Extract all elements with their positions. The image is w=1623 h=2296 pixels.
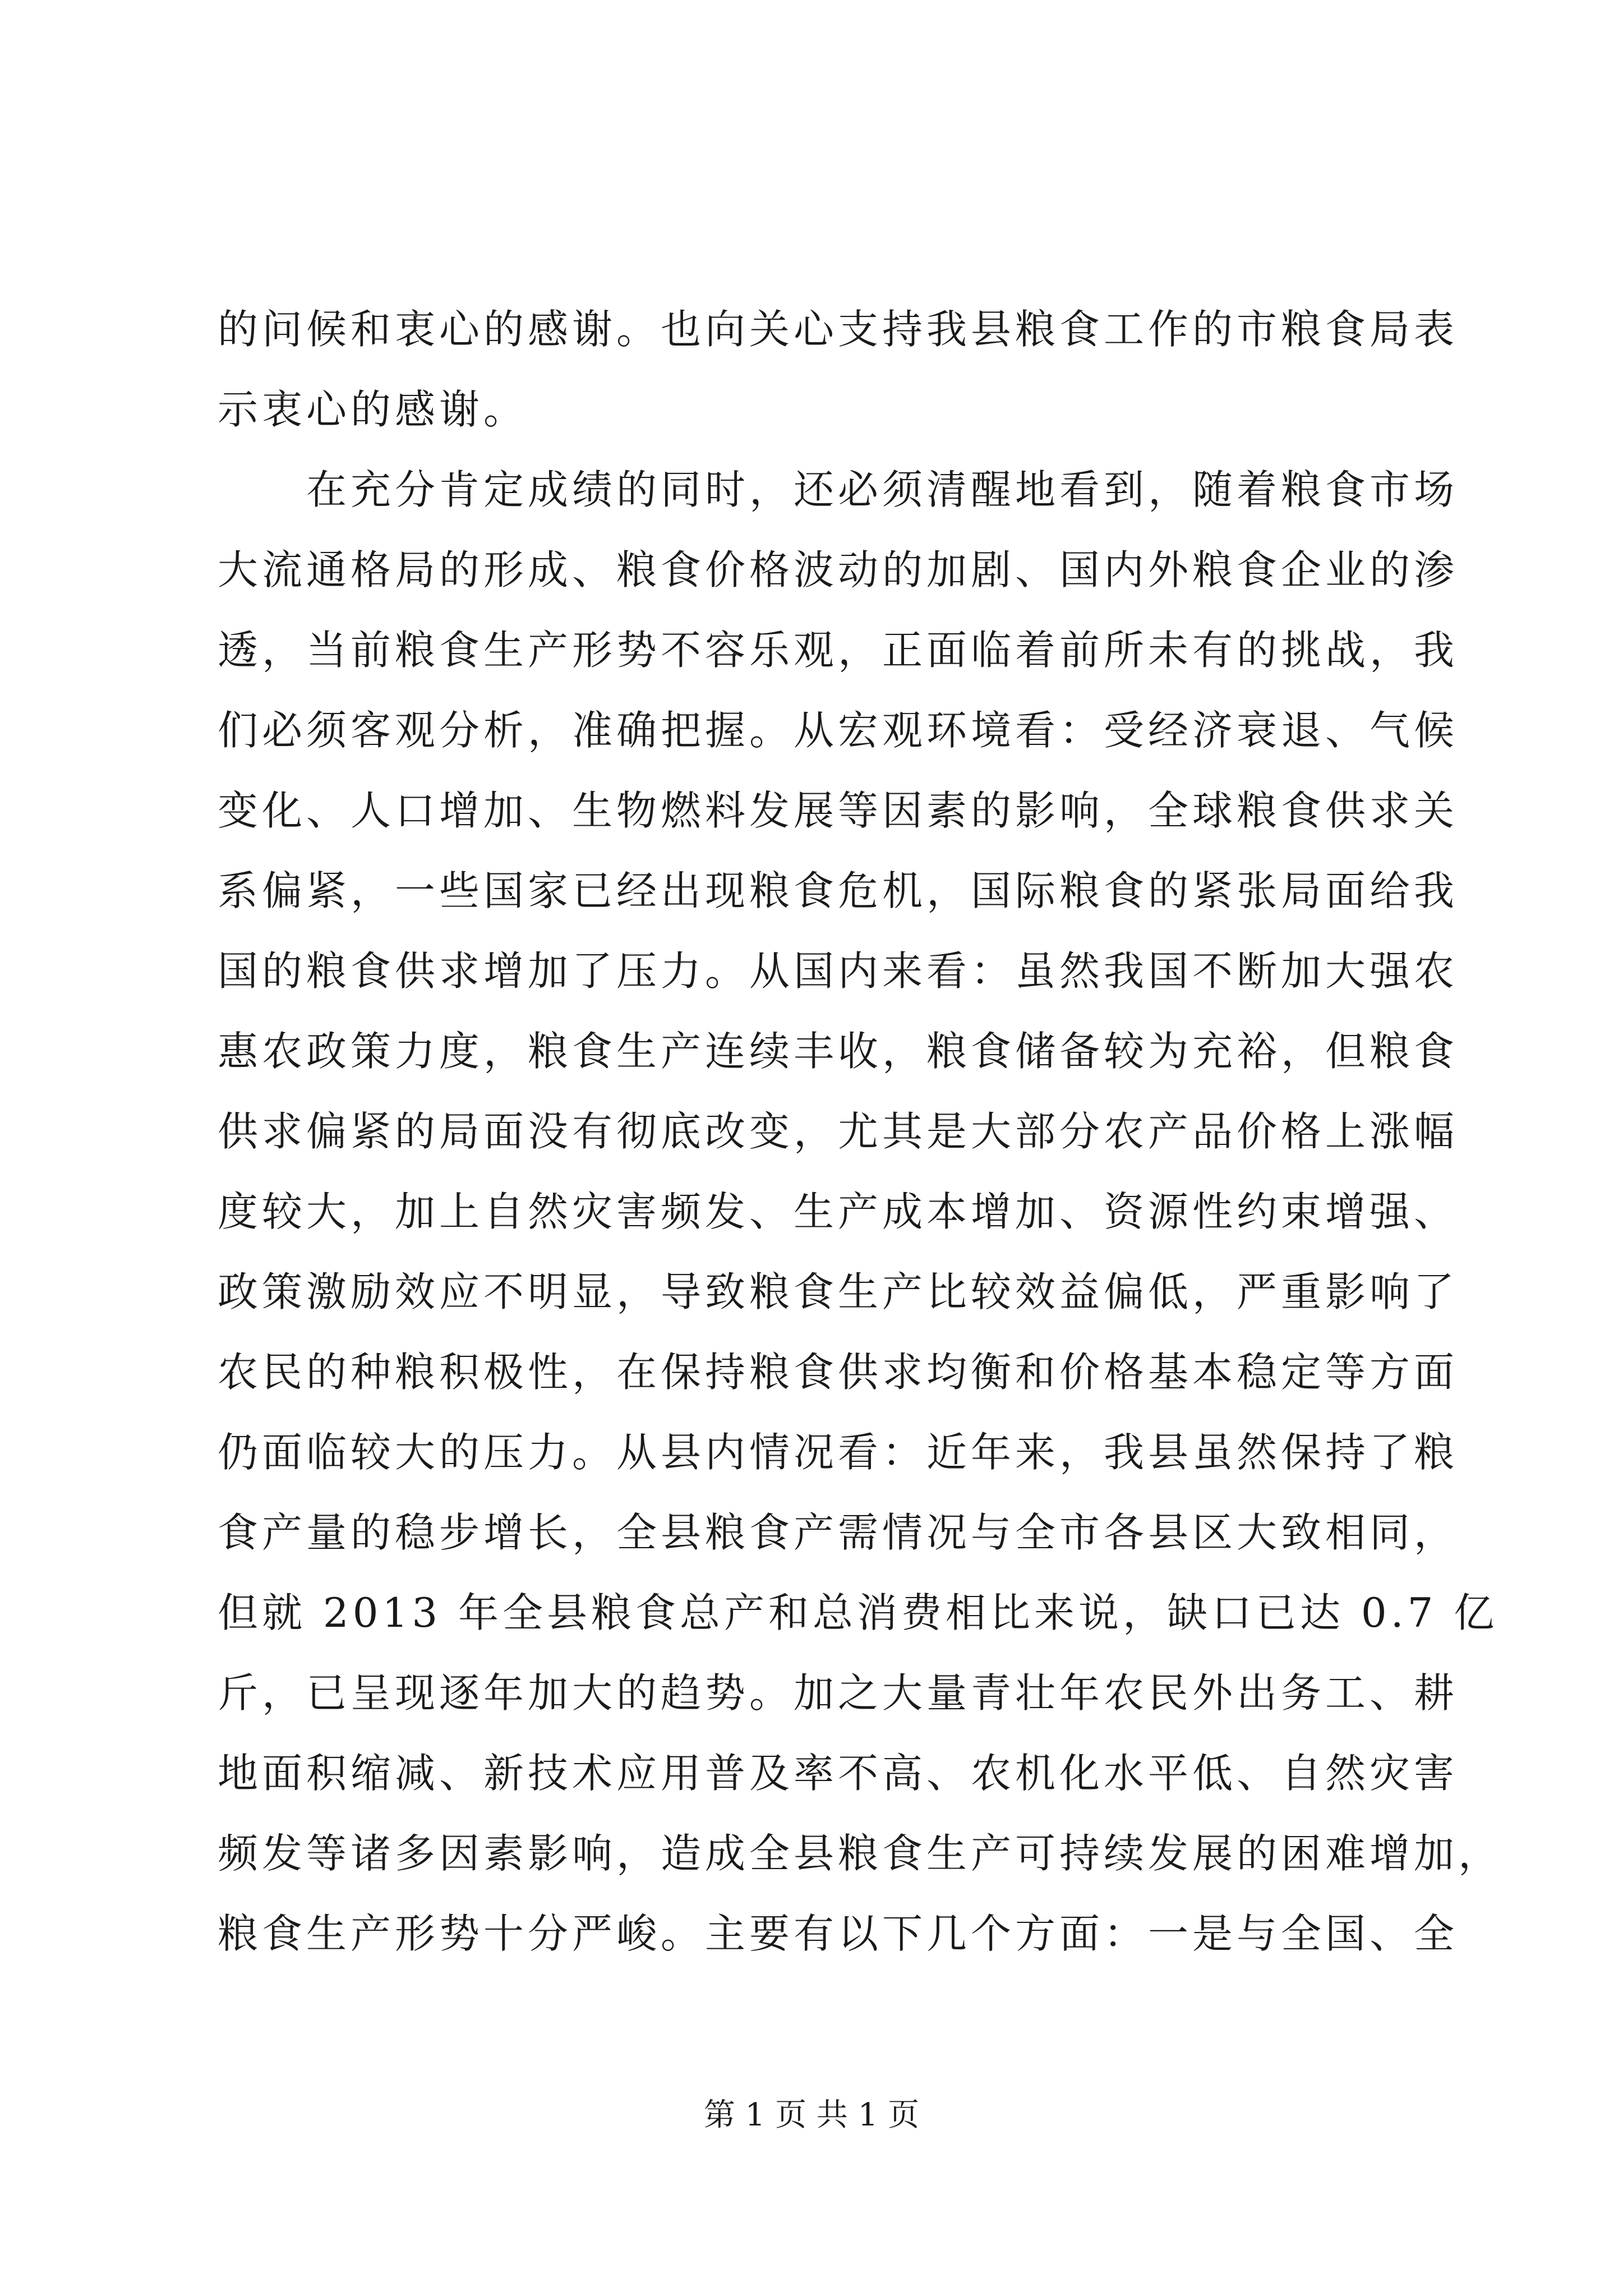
text-line: 农民的种粮积极性，在保持粮食供求均衡和价格基本稳定等方面 xyxy=(218,1349,1459,1396)
text-line: 供求偏紧的局面没有彻底改变，尤其是大部分农产品价格上涨幅 xyxy=(218,1108,1459,1155)
text-line: 仍面临较大的压力。从县内情况看：近年来，我县虽然保持了粮 xyxy=(218,1429,1459,1476)
text-line: 但就 2013 年全县粮食总产和总消费相比来说，缺口已达 0.7 亿 xyxy=(218,1589,1498,1636)
text-line: 粮食生产形势十分严峻。主要有以下几个方面：一是与全国、全 xyxy=(218,1910,1459,1957)
text-line: 的问候和衷心的感谢。也向关心支持我县粮食工作的市粮食局表 xyxy=(218,306,1459,353)
text-line: 在充分肯定成绩的同时，还必须清醒地看到，随着粮食市场 xyxy=(306,466,1459,513)
text-line: 大流通格局的形成、粮食价格波动的加剧、国内外粮食企业的渗 xyxy=(218,546,1459,593)
text-line: 变化、人口增加、生物燃料发展等因素的影响，全球粮食供求关 xyxy=(218,787,1459,834)
text-line: 透，当前粮食生产形势不容乐观，正面临着前所未有的挑战，我 xyxy=(218,627,1459,674)
text-line: 斤，已呈现逐年加大的趋势。加之大量青壮年农民外出务工、耕 xyxy=(218,1669,1459,1717)
text-line: 系偏紧，一些国家已经出现粮食危机，国际粮食的紧张局面给我 xyxy=(218,867,1459,914)
text-line: 频发等诸多因素影响，造成全县粮食生产可持续发展的困难增加， xyxy=(218,1830,1503,1877)
text-line: 地面积缩减、新技术应用普及率不高、农机化水平低、自然灾害 xyxy=(218,1750,1459,1797)
text-line: 食产量的稳步增长，全县粮食产需情况与全市各县区大致相同， xyxy=(218,1509,1459,1556)
text-line: 政策激励效应不明显，导致粮食生产比较效益偏低，严重影响了 xyxy=(218,1268,1459,1315)
page-footer: 第 1 页 共 1 页 xyxy=(703,2097,920,2133)
text-line: 国的粮食供求增加了压力。从国内来看：虽然我国不断加大强农 xyxy=(218,947,1459,995)
text-line: 惠农政策力度，粮食生产连续丰收，粮食储备较为充裕，但粮食 xyxy=(218,1028,1459,1075)
body-text xyxy=(218,289,1503,1974)
text-line: 示衷心的感谢。 xyxy=(218,386,528,433)
text-line: 们必须客观分析，准确把握。从宏观环境看：受经济衰退、气候 xyxy=(218,707,1459,754)
text-line: 度较大，加上自然灾害频发、生产成本增加、资源性约束增强、 xyxy=(218,1188,1459,1235)
